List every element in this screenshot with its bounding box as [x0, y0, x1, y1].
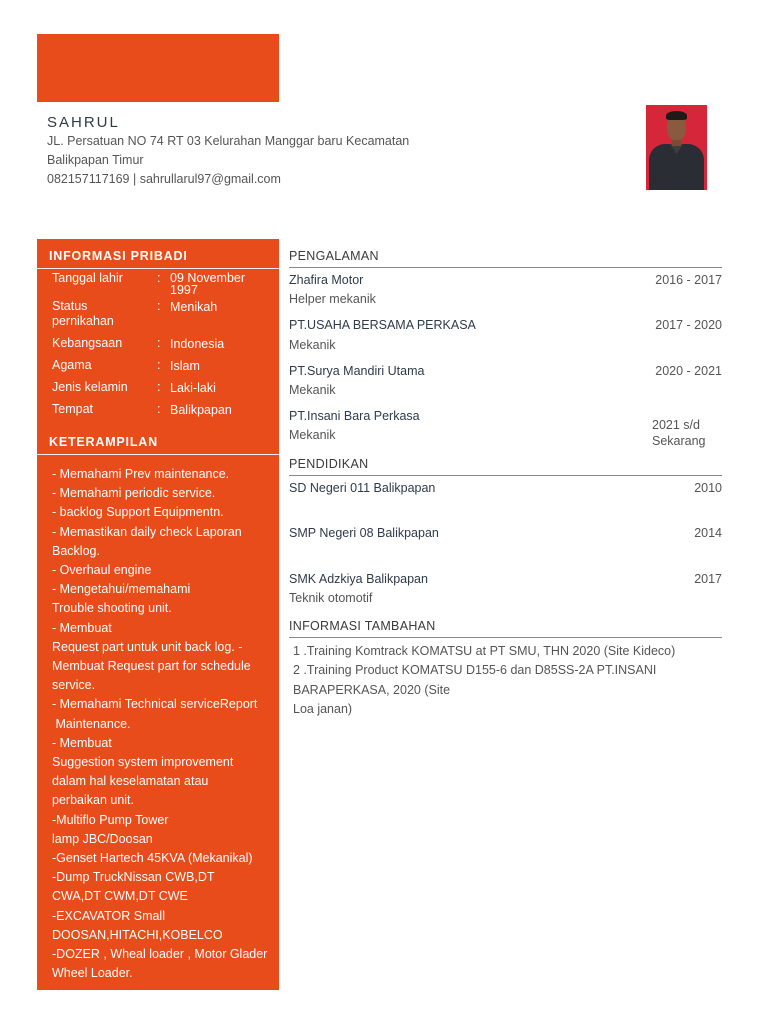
- experience-period: 2020 - 2021: [655, 364, 722, 378]
- skill-line: - Membuat: [52, 620, 112, 635]
- experience-company: PT.USAHA BERSAMA PERKASA: [289, 318, 476, 332]
- experience-company: PT.Insani Bara Perkasa: [289, 409, 420, 423]
- personal-value: Islam: [170, 359, 200, 373]
- skill-line: lamp JBC/Doosan: [52, 831, 153, 846]
- skill-line: -DOZER , Wheal loader , Motor Glader: [52, 947, 268, 962]
- skill-line: DOOSAN,HITACHI,KOBELCO: [52, 927, 223, 942]
- section-divider: [289, 267, 722, 268]
- section-divider: [289, 475, 722, 476]
- skill-line: dalam hal keselamatan atau: [52, 774, 209, 789]
- section-title-personal-info: INFORMASI PRIBADI: [49, 249, 188, 263]
- candidate-name: SAHRUL: [47, 114, 120, 131]
- experience-role: Mekanik: [289, 338, 336, 352]
- additional-info-line: 2 .Training Product KOMATSU D155-6 dan D85SS-2A PT.INSANI: [293, 663, 657, 678]
- education-major: Teknik otomotif: [289, 591, 373, 605]
- skill-line: Membuat Request part for schedule: [52, 659, 251, 674]
- experience-period: 2017 - 2020: [655, 318, 722, 332]
- additional-info-line: 1 .Training Komtrack KOMATSU at PT SMU, THN 2020 (Site Kideco): [293, 644, 676, 658]
- colon-separator: :: [157, 336, 161, 350]
- personal-label: Jenis kelamin: [52, 380, 128, 394]
- section-title-education: PENDIDIKAN: [289, 457, 369, 471]
- skill-line: Trouble shooting unit.: [52, 601, 172, 616]
- personal-value: Balikpapan: [170, 403, 232, 417]
- education-school: SMK Adzkiya Balikpapan: [289, 572, 428, 586]
- additional-info-text: [293, 642, 713, 719]
- section-title-experience: PENGALAMAN: [289, 249, 379, 263]
- skill-line: - Membuat: [52, 735, 112, 750]
- experience-role: Helper mekanik: [289, 292, 376, 306]
- section-divider: [37, 454, 279, 455]
- experience-period-line: Sekarang: [652, 433, 706, 448]
- education-year: 2014: [694, 526, 722, 540]
- colon-separator: :: [157, 299, 161, 313]
- contact-info: 082157117169 | sahrullarul97@gmail.com: [47, 172, 281, 186]
- skill-line: -EXCAVATOR Small: [52, 908, 165, 923]
- additional-info-line: BARAPERKASA, 2020 (Site: [293, 682, 451, 697]
- personal-value: Menikah: [170, 300, 218, 314]
- skill-line: - Memahami Prev maintenance.: [52, 467, 230, 481]
- skill-line: - Memahami periodic service.: [52, 486, 216, 501]
- experience-role: Mekanik: [289, 383, 336, 397]
- additional-info-line: Loa janan): [293, 701, 353, 716]
- personal-label: Kebangsaan: [52, 336, 123, 350]
- skill-line: perbaikan unit.: [52, 793, 135, 808]
- skill-line: - Mengetahui/memahami: [52, 582, 191, 597]
- experience-period-line: 2021 s/d: [652, 418, 700, 432]
- experience-role: Mekanik: [289, 428, 336, 442]
- education-year: 2010: [694, 481, 722, 495]
- colon-separator: :: [157, 358, 161, 372]
- skill-line: - Memastikan daily check Laporan: [52, 524, 242, 539]
- colon-separator: :: [157, 380, 161, 394]
- address-line-1: JL. Persatuan NO 74 RT 03 Kelurahan Manggar baru Kecamatan: [47, 134, 410, 148]
- colon-separator: :: [157, 271, 161, 285]
- skill-line: Backlog.: [52, 543, 100, 558]
- personal-label: Tanggal lahir: [52, 271, 123, 285]
- personal-label: Agama: [52, 358, 92, 372]
- education-school: SD Negeri 011 Balikpapan: [289, 481, 436, 495]
- skill-line: -Multiflo Pump Tower: [52, 812, 169, 827]
- education-school: SMP Negeri 08 Balikpapan: [289, 526, 439, 540]
- education-year: 2017: [694, 572, 722, 586]
- skill-line: - Overhaul engine: [52, 563, 152, 578]
- experience-company: Zhafira Motor: [289, 273, 364, 287]
- address-line-2: Balikpapan Timur: [47, 153, 144, 167]
- skill-line: Suggestion system improvement: [52, 755, 234, 770]
- colon-separator: :: [157, 402, 161, 416]
- skill-line: -Dump TruckNissan CWB,DT: [52, 870, 215, 885]
- experience-period: [652, 418, 706, 449]
- skill-line: Wheel Loader.: [52, 966, 133, 981]
- personal-value: Laki-laki: [170, 381, 216, 395]
- skill-line: service.: [52, 678, 96, 693]
- experience-period: 2016 - 2017: [655, 273, 722, 287]
- personal-value: 09 November 1997: [170, 271, 246, 297]
- section-title-additional-info: INFORMASI TAMBAHAN: [289, 619, 436, 633]
- skill-line: -Genset Hartech 45KVA (Mekanikal): [52, 851, 253, 866]
- personal-label: Status pernikahan: [52, 299, 114, 328]
- skill-line: - Memahami Technical serviceReport: [52, 697, 258, 712]
- experience-company: PT.Surya Mandiri Utama: [289, 364, 425, 378]
- skill-line: Request part untuk unit back log. -: [52, 639, 243, 654]
- personal-value: Indonesia: [170, 337, 225, 351]
- skills-list: [52, 465, 278, 983]
- section-divider: [37, 268, 279, 269]
- section-title-skills: KETERAMPILAN: [49, 435, 158, 449]
- header-accent-bar: [37, 34, 279, 102]
- skill-line: - backlog Support Equipmentn.: [52, 505, 224, 520]
- section-divider: [289, 637, 722, 638]
- skill-line: Maintenance.: [52, 716, 131, 731]
- skill-line: CWA,DT CWM,DT CWE: [52, 889, 188, 904]
- profile-photo: [646, 105, 707, 190]
- personal-label: Tempat: [52, 402, 93, 416]
